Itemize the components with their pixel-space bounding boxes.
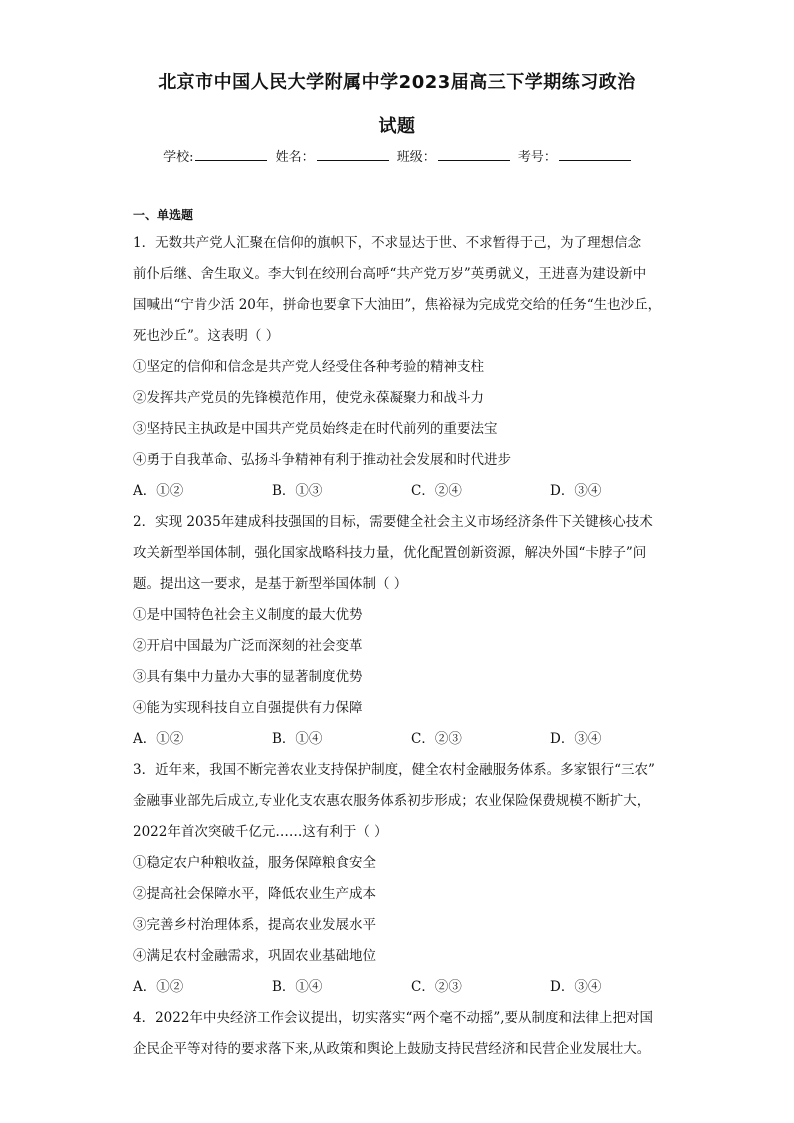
question-stem-line: 前仆后继、舍生取义。李大钊在绞刑台高呼“共产党万岁”英勇就义，王进喜为建设新中	[133, 266, 647, 282]
question-stem-line: 金融事业部先后成立,专业化支农惠农服务体系初步形成；农业保险保费规模不断扩大，	[133, 793, 651, 809]
statement-item: ②发挥共产党员的先锋模范作用，使党永葆凝聚力和战斗力	[133, 390, 484, 406]
statement-item: ①是中国特色社会主义制度的最大优势	[133, 607, 363, 623]
exam-number-label: 考号：	[517, 150, 557, 165]
statement-item: ③具有集中力量办大事的显著制度优势	[133, 669, 363, 685]
student-info-row	[0, 146, 794, 165]
name-blank	[317, 148, 389, 161]
statement-item: ④满足农村金融需求，巩固农业基础地位	[133, 948, 376, 964]
school-blank	[195, 148, 267, 161]
page-title-continued: 试题	[378, 116, 416, 137]
option-a[interactable]: A．①②	[133, 483, 184, 499]
option-d[interactable]: D．③④	[550, 483, 602, 499]
statement-item: ①坚定的信仰和信念是共产党人经受住各种考验的精神支柱	[133, 359, 484, 375]
question-stem-line: 1．无数共产党人汇聚在信仰的旗帜下，不求显达于世、不求暂得于己，为了理想信念	[133, 235, 642, 251]
answer-options	[133, 476, 663, 507]
answer-options	[133, 724, 663, 755]
question-stem-line: 2022年首次突破千亿元……这有利于（ ）	[133, 824, 388, 840]
question-stem-line: 题。提出这一要求，是基于新型举国体制（ ）	[133, 576, 408, 592]
exam-number-blank	[559, 148, 631, 161]
option-d[interactable]: D．③④	[550, 979, 602, 995]
question-list	[133, 228, 663, 1065]
school-label: 学校:	[163, 150, 194, 165]
statement-item: ②开启中国最为广泛而深刻的社会变革	[133, 638, 363, 654]
question-stem-line: 国喊出“宁肯少活 20年，拼命也要拿下大油田”，焦裕禄为完成党交给的任务“生也沙丘，	[133, 297, 662, 313]
section-title: 一、单选题	[133, 208, 194, 222]
statement-item: ③完善乡村治理体系，提高农业发展水平	[133, 917, 376, 933]
school-field	[163, 146, 267, 165]
exam-number-field	[518, 146, 631, 165]
option-c[interactable]: C．②③	[411, 979, 462, 995]
option-b[interactable]: B．①④	[272, 731, 323, 747]
option-c[interactable]: C．②③	[411, 731, 462, 747]
statement-item: ①稳定农户种粮收益，服务保障粮食安全	[133, 855, 376, 871]
class-field	[397, 146, 510, 165]
statement-item: ④勇于自我革命、弘扬斗争精神有利于推动社会发展和时代进步	[133, 452, 511, 468]
page-title: 北京市中国人民大学附属中学2023届高三下学期练习政治	[158, 72, 636, 93]
question-1	[133, 228, 663, 507]
question-4	[133, 1003, 663, 1065]
option-a[interactable]: A．①②	[133, 731, 184, 747]
option-c[interactable]: C．②④	[411, 483, 462, 499]
question-stem-line: 死也沙丘”。这表明（ ）	[133, 328, 280, 344]
question-stem-line: 3．近年来，我国不断完善农业支持保护制度，健全农村金融服务体系。多家银行“三农”	[133, 762, 655, 778]
question-stem-line: 4．2022年中央经济工作会议提出，切实落实“两个毫不动摇”,要从制度和法律上把对国	[133, 1010, 654, 1026]
question-stem-line: 攻关新型举国体制，强化国家战略科技力量，优化配置创新资源，解决外国“卡脖子”问	[133, 545, 647, 561]
option-d[interactable]: D．③④	[550, 731, 602, 747]
answer-options	[133, 972, 663, 1003]
option-b[interactable]: B．①④	[272, 979, 323, 995]
question-3	[133, 755, 663, 1003]
class-blank	[438, 148, 510, 161]
statement-item: ④能为实现科技自立自强提供有力保障	[133, 700, 363, 716]
statement-item: ③坚持民主执政是中国共产党员始终走在时代前列的重要法宝	[133, 421, 498, 437]
option-a[interactable]: A．①②	[133, 979, 184, 995]
class-label: 班级：	[396, 150, 436, 165]
option-b[interactable]: B．①③	[272, 483, 323, 499]
question-stem-line: 2．实现 2035年建成科技强国的目标，需要健全社会主义市场经济条件下关键核心技术	[133, 514, 653, 530]
question-2	[133, 507, 663, 755]
name-field	[276, 146, 389, 165]
question-stem-line: 企民企平等对待的要求落下来,从政策和舆论上鼓励支持民营经济和民营企业发展壮大。	[133, 1041, 651, 1057]
statement-item: ②提高社会保障水平，降低农业生产成本	[133, 886, 376, 902]
name-label: 姓名：	[275, 150, 315, 165]
